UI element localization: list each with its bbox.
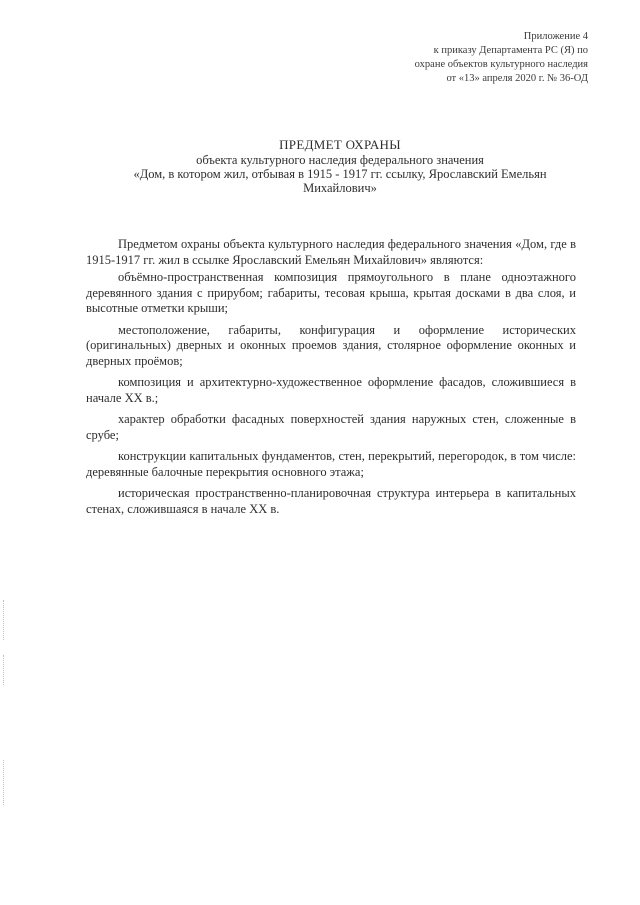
scan-margin-mark <box>3 760 5 805</box>
appendix-line-4: от «13» апреля 2020 г. № 36-ОД <box>446 73 588 84</box>
title-line-4: Михайлович» <box>303 181 377 195</box>
list-item: объёмно-пространственная композиция прямоугольного в плане одноэтажного деревянного здания с прирубом; габариты, тесовая крыша, крытая досками в два слоя, и высотные отметки крыши; <box>86 270 576 315</box>
appendix-line-3: охране объектов культурного наследия <box>414 59 588 70</box>
scan-margin-mark <box>3 655 5 685</box>
list-item: местоположение, габариты, конфигурация и оформление исторических (оригинальных) дверных и оконных проемов здания, столярное оформление оконных и дверных проёмов; <box>86 322 576 368</box>
list-item: историческая пространственно-планировочная структура интерьера в капитальных стенах, сложившаяся в начале XX в. <box>86 486 576 516</box>
list-item: композиция и архитектурно-художественное оформление фасадов, сложившиеся в начале XX в.; <box>86 375 576 405</box>
list-item: характер обработки фасадных поверхностей здания наружных стен, сложенные в срубе; <box>86 412 576 442</box>
document-body <box>86 237 576 523</box>
title-line-2: объекта культурного наследия федерального значения <box>196 153 484 167</box>
intro-paragraph: Предметом охраны объекта культурного наследия федерального значения «Дом, где в 1915-1917 гг. жил в ссылке Ярославский Емельян Михайлович» являются: <box>86 237 576 267</box>
document-title: ПРЕДМЕТ ОХРАНЫ <box>279 137 401 152</box>
scan-margin-mark <box>3 600 5 640</box>
appendix-line-1: Приложение 4 <box>523 31 588 42</box>
title-block <box>110 138 570 195</box>
title-line-3: «Дом, в котором жил, отбывая в 1915 - 1917 гг. ссылку, Ярославский Емельян <box>133 167 547 181</box>
appendix-header <box>328 30 588 86</box>
appendix-line-2: к приказу Департамента РС (Я) по <box>433 45 588 56</box>
list-item: конструкции капитальных фундаментов, стен, перекрытий, перегородок, в том числе: деревянные балочные перекрытия основного этажа; <box>86 449 576 479</box>
